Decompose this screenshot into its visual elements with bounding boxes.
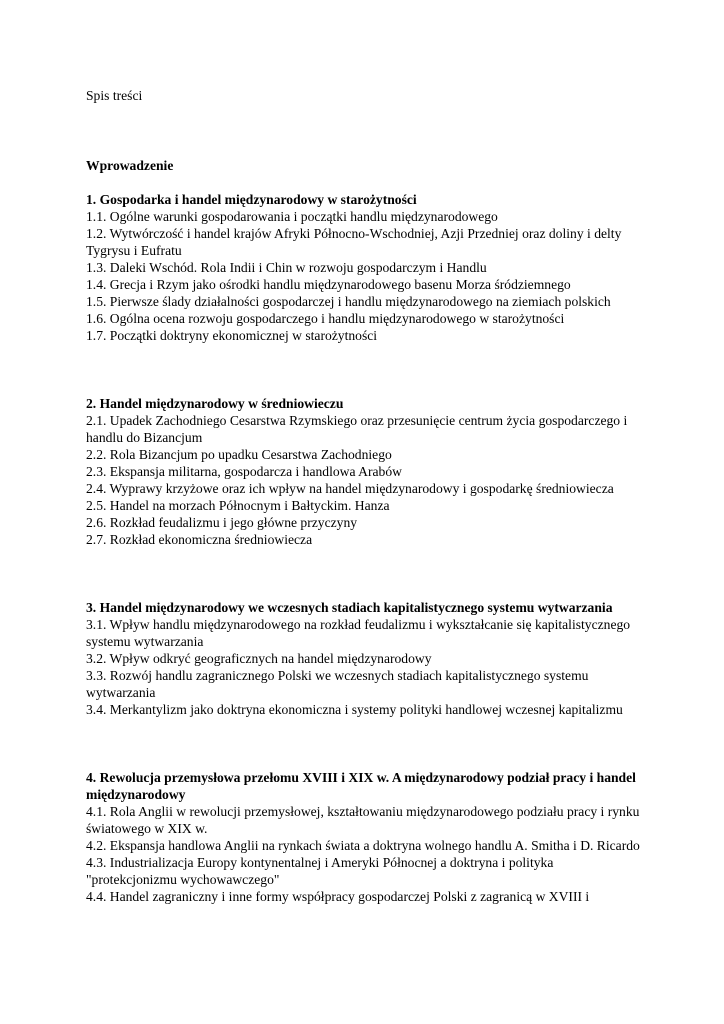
chapter-heading: 2. Handel międzynarodowy w średniowieczu (86, 396, 344, 411)
toc-item: 1.1. Ogólne warunki gospodarowania i początki handlu międzynarodowego (86, 209, 498, 224)
toc-item: 3.2. Wpływ odkryć geograficznych na handel międzynarodowy (86, 651, 432, 666)
toc-item: 4.1. Rola Anglii w rewolucji przemysłowej, kształtowaniu międzynarodowego podziału pracy i rynku światowego w XIX w. (86, 804, 640, 836)
toc-item: 1.7. Początki doktryny ekonomicznej w starożytności (86, 328, 378, 343)
toc-item: 4.3. Industrializacja Europy kontynentalnej i Ameryki Północnej a doktryna i polityka "protekcjonizmu wychowawczego" (86, 855, 554, 887)
toc-item: 1.2. Wytwórczość i handel krajów Afryki Północno-Wschodniej, Azji Przedniej oraz doliny i delty Tygrysu i Eufratu (86, 226, 622, 258)
toc-item: 1.6. Ogólna ocena rozwoju gospodarczego i handlu międzynarodowego w starożytności (86, 311, 565, 326)
toc-item: 2.1. Upadek Zachodniego Cesarstwa Rzymskiego oraz przesunięcie centrum życia gospodarczego i handlu do Bizancjum (86, 413, 628, 445)
chapter-1 (86, 191, 646, 344)
toc-item: 2.7. Rozkład ekonomiczna średniowiecza (86, 532, 313, 547)
toc-item: 2.2. Rola Bizancjum po upadku Cesarstwa Zachodniego (86, 447, 392, 462)
toc-item: 2.6. Rozkład feudalizmu i jego główne przyczyny (86, 515, 358, 530)
chapter-2 (86, 395, 646, 548)
chapter-heading: 1. Gospodarka i handel międzynarodowy w starożytności (86, 192, 417, 207)
toc-item: 2.5. Handel na morzach Północnym i Bałtyckim. Hanza (86, 498, 390, 513)
document-page (86, 87, 646, 956)
page-title: Spis treści (86, 88, 143, 103)
toc-item: 2.3. Ekspansja militarna, gospodarcza i handlowa Arabów (86, 464, 402, 479)
intro-heading: Wprowadzenie (86, 158, 174, 173)
toc-item: 2.4. Wyprawy krzyżowe oraz ich wpływ na handel międzynarodowy i gospodarkę średniowiecza (86, 481, 614, 496)
chapter-4 (86, 769, 646, 905)
toc-item: 3.4. Merkantylizm jako doktryna ekonomiczna i systemy polityki handlowej wczesnej kapitalizmu (86, 702, 623, 717)
chapter-heading: 4. Rewolucja przemysłowa przełomu XVIII i XIX w. A międzynarodowy podział pracy i handel międzynarodowy (86, 770, 636, 802)
toc-item: 1.4. Grecja i Rzym jako ośrodki handlu międzynarodowego basenu Morza śródziemnego (86, 277, 571, 292)
toc-item: 1.3. Daleki Wschód. Rola Indii i Chin w rozwoju gospodarczym i Handlu (86, 260, 487, 275)
toc-item: 4.4. Handel zagraniczny i inne formy współpracy gospodarczej Polski z zagranicą w XVIII i (86, 889, 590, 904)
chapter-3 (86, 599, 646, 718)
chapter-heading: 3. Handel międzynarodowy we wczesnych stadiach kapitalistycznego systemu wytwarzania (86, 600, 613, 615)
toc-item: 1.5. Pierwsze ślady działalności gospodarczej i handlu międzynarodowego na ziemiach polskich (86, 294, 611, 309)
toc-item: 3.3. Rozwój handlu zagranicznego Polski we wczesnych stadiach kapitalistycznego systemu wytwarzania (86, 668, 589, 700)
toc-item: 3.1. Wpływ handlu międzynarodowego na rozkład feudalizmu i wykształcanie się kapitalistycznego systemu wytwarzania (86, 617, 631, 649)
toc-item: 4.2. Ekspansja handlowa Anglii na rynkach świata a doktryna wolnego handlu A. Smitha i D. Ricardo (86, 838, 640, 853)
